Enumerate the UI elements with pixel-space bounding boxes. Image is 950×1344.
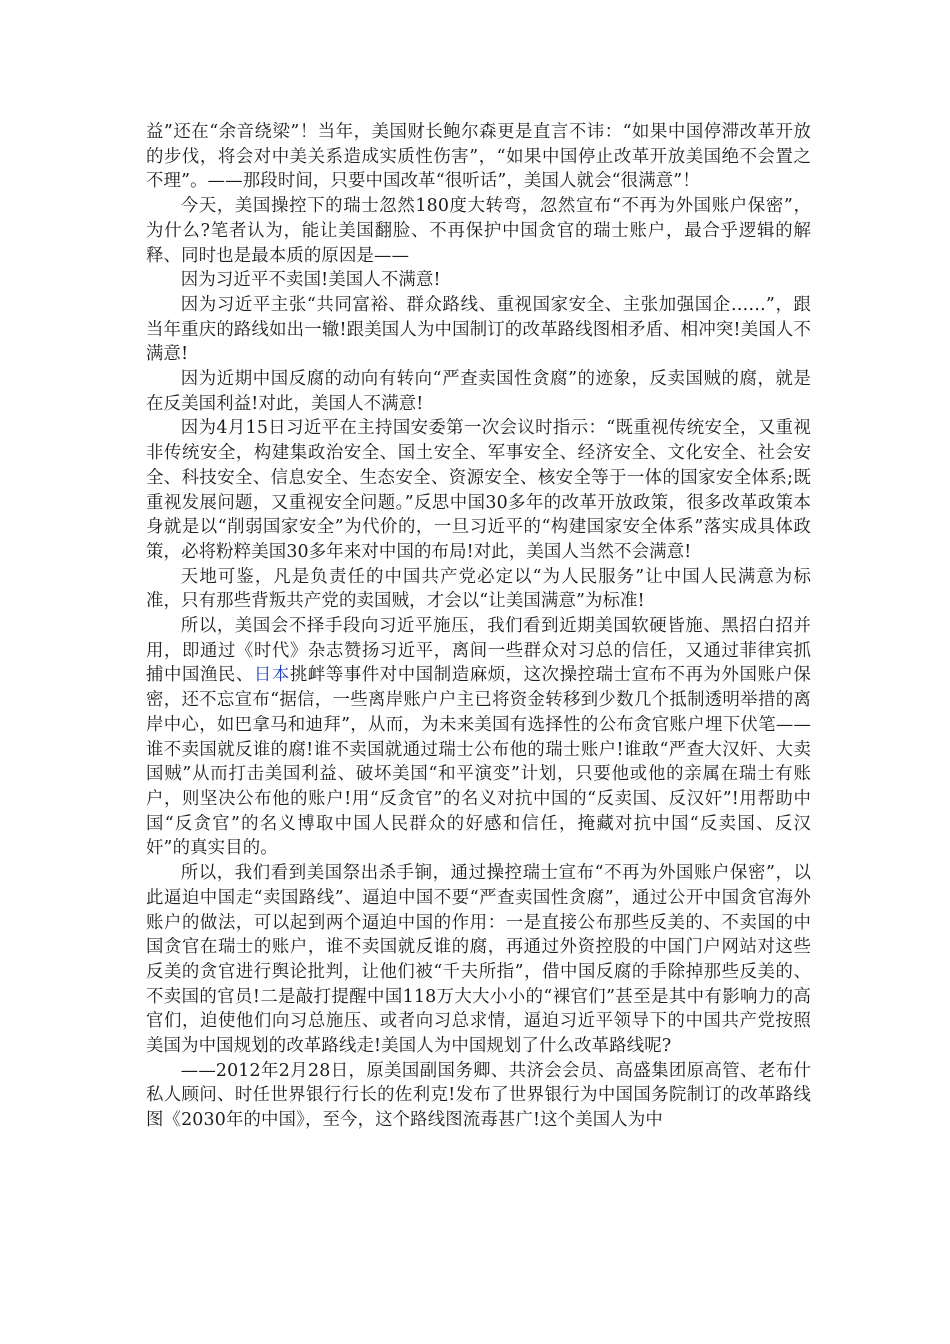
paragraph-10: ——2012年2月28日，原美国副国务卿、共济会会员、高盛集团原高管、老布什私人顾问、时任世界银行行长的佐利克!发布了世界银行为中国国务院制订的改革路线图《2030年的中国》，至今，这个路线图流毒甚广!这个美国人为中	[146, 1060, 811, 1131]
paragraph-5: 因为近期中国反腐的动向有转向“严查卖国性贪腐”的迹象，反卖国贼的腐，就是在反美国利益!对此，美国人不满意!	[146, 369, 811, 414]
document-page	[146, 120, 811, 1133]
paragraph-7: 天地可鉴，凡是负责任的中国共产党必定以“为人民服务”让中国人民满意为标准，只有那些背叛共产党的卖国贼，才会以“让美国满意”为标准!	[146, 566, 811, 612]
paragraph-3: 因为习近平不卖国!美国人不满意!	[180, 270, 441, 291]
japan-link[interactable]: 日本	[253, 665, 290, 686]
paragraph-8-text-after-link: 挑衅等事件对中国制造麻烦，这次操控瑞士宣布不再为外国账户保密，还不忘宣布“据信，一些离岸账户户主已将资金转移到少数几个抵制透明举措的离岸中心，如巴拿马和迪拜”，从而，为未来美国有选择性的公布贪官账户埋下伏笔——谁不卖国就反谁的腐!谁不卖国就通过瑞士公布他的瑞士账户!谁敢“严查大汉奸、大卖国贼”从而打击美国利益、破坏美国“和平演变”计划，只要他或他的亲属在瑞士有账户，则坚决公布他的账户!用“反贪官”的名义对抗中国的“反卖国、反汉奸”!用帮助中国“反贪官”的名义博取中国人民群众的好感和信任，掩藏对抗中国“反卖国、反汉奸”的真实目的。	[146, 665, 811, 859]
paragraph-8	[146, 614, 811, 861]
paragraph-4: 因为习近平主张“共同富裕、群众路线、重视国家安全、主张加强国企……”，跟当年重庆的路线如出一辙!跟美国人为中国制订的改革路线图相矛盾、相冲突!美国人不满意!	[146, 294, 811, 365]
paragraph-2: 今天，美国操控下的瑞士忽然180度大转弯，忽然宣布“不再为外国账户保密”，为什么?笔者认为，能让美国翻脸、不再保护中国贪官的瑞士账户，最合乎逻辑的解释、同时也是最本质的原因是——	[146, 196, 811, 266]
paragraph-6: 因为4月15日习近平在主持国安委第一次会议时指示：“既重视传统安全，又重视非传统安全，构建集政治安全、国土安全、军事安全、经济安全、文化安全、社会安全、科技安全、信息安全、生态安全、资源安全、核安全等于一体的国家安全体系;既重视发展问题，又重视安全问题。”反思中国30多年的改革开放政策，很多改革政策本身就是以“削弱国家安全”为代价的，一旦习近平的“构建国家安全体系”落实成具体政策，必将粉粹美国30多年来对中国的布局!对此，美国人当然不会满意!	[146, 418, 811, 562]
paragraph-1: 益”还在“余音绕梁”！当年，美国财长鲍尔森更是直言不讳：“如果中国停滞改革开放的步伐，将会对中美关系造成实质性伤害”，“如果中国停止改革开放美国绝不会置之不理”。——那段时间，只要中国改革“很听话”，美国人就会“很满意”！	[146, 122, 811, 192]
paragraph-8-text-before-link: 所以，美国会不择手段向习近平施压，我们看到近期美国软硬皆施、黑招白招并用，即通过《时代》杂志赞扬习近平，离间一些群众对习总的信任，又通过菲律宾抓捕中国渔民、	[146, 616, 811, 686]
paragraph-9: 所以，我们看到美国祭出杀手锏，通过操控瑞士宣布“不再为外国账户保密”，以此逼迫中国走“卖国路线”、逼迫中国不要“严查卖国性贪腐”，通过公开中国贪官海外账户的做法，可以起到两个逼迫中国的作用：一是直接公布那些反美的、不卖国的中国贪官在瑞士的账户，谁不卖国就反谁的腐，再通过外资控股的中国门户网站对这些反美的贪官进行舆论批判，让他们被“千夫所指”，借中国反腐的手除掉那些反美的、不卖国的官员!二是敲打提醒中国118万大大小小的“裸官们”甚至是其中有影响力的高官们，迫使他们向习总施压、或者向习总求情，逼迫习近平领导下的中国共产党按照美国为中国规划的改革路线走!美国人为中国规划了什么改革路线呢?	[146, 863, 811, 1057]
